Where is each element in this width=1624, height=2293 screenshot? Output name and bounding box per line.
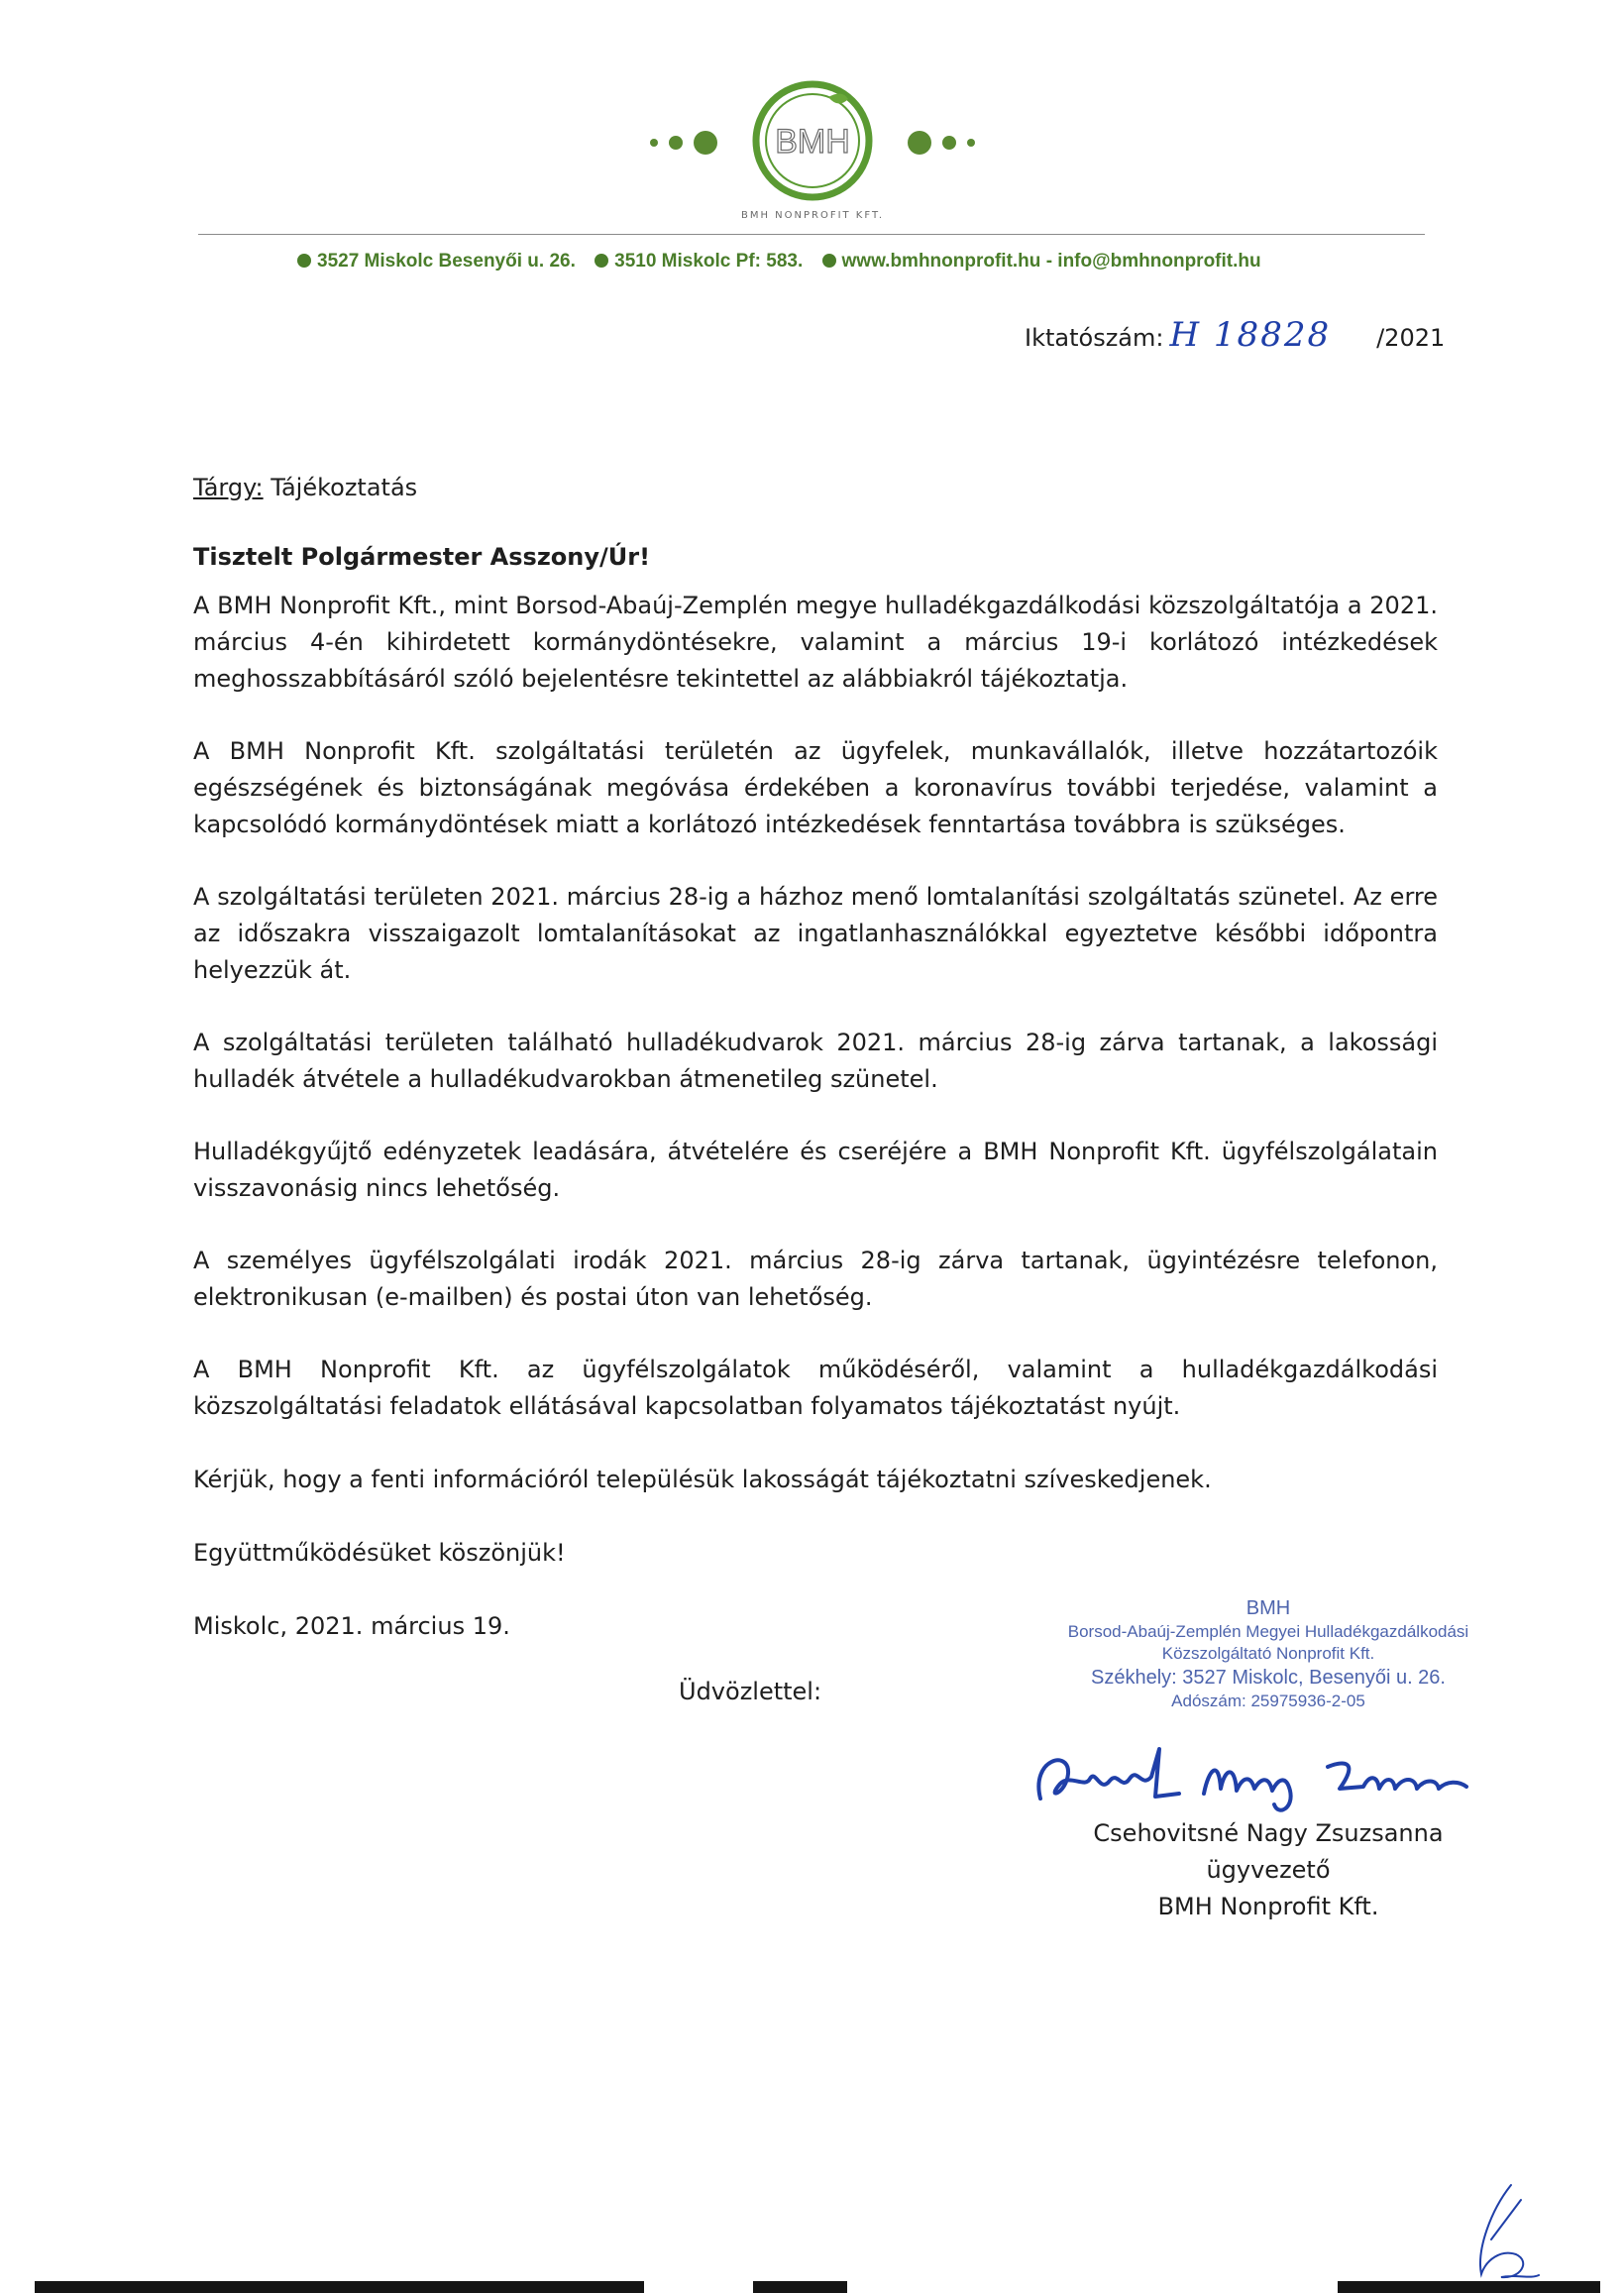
- stamp-line: Közszolgáltató Nonprofit Kft.: [1161, 1644, 1375, 1663]
- scan-edge-artifact: [35, 2281, 644, 2293]
- subject-line: [193, 470, 1438, 506]
- contact-email: info@bmhnonprofit.hu: [1057, 251, 1261, 272]
- paragraph: A BMH Nonprofit Kft., mint Borsod-Abaúj-Zemplén megye hulladékgazdálkodási közszolgáltatója a 2021. március 4-én kihirdetett kormánydöntésekre, valamint a március 19-i korlátozó intézkedések meghosszabbításáról szóló bejelentésre tekintettel az alábbiakról tájékoztatja.: [193, 592, 1438, 693]
- reference-label: Iktatószám:: [1025, 324, 1164, 352]
- signer-block: [991, 1815, 1546, 1925]
- po-box-bullet-icon: [595, 254, 608, 268]
- closing-salutation: Üdvözlettel:: [679, 1678, 822, 1705]
- company-stamp: [1021, 1595, 1516, 1712]
- signer-company: BMH Nonprofit Kft.: [1157, 1893, 1379, 1920]
- scan-edge-artifact: [1338, 2281, 1600, 2293]
- greeting: Tisztelt Polgármester Asszony/Úr!: [193, 543, 651, 571]
- contact-line: [297, 251, 1348, 273]
- reference-number: [1025, 315, 1445, 355]
- date-line: Miskolc, 2021. március 19.: [193, 1612, 510, 1640]
- paragraph: A szolgáltatási területen 2021. március 28-ig a házhoz menő lomtalanítási szolgáltatás szünetel. Az erre az időszakra visszaigazolt lomtalanításokat az ingatlanhasználókkal egyeztetve későbbi időpontra helyezzük át.: [193, 883, 1438, 984]
- stamp-line: Adószám: 25975936-2-05: [1171, 1692, 1365, 1710]
- subject-value: Tájékoztatás: [271, 474, 418, 501]
- paragraph: A szolgáltatási területen található hulladékudvarok 2021. március 28-ig zárva tartanak, a lakossági hulladék átvétele a hulladékudvarokban átmenetileg szünetel.: [193, 1029, 1438, 1093]
- reference-handwritten-number: H 18828: [1169, 315, 1332, 355]
- reference-year: /2021: [1376, 324, 1446, 352]
- handwritten-signature: [1030, 1739, 1486, 1818]
- website-bullet-icon: [822, 254, 836, 268]
- header-divider: [198, 234, 1425, 235]
- contact-website: www.bmhnonprofit.hu: [841, 251, 1041, 272]
- subject-label: Tárgy:: [193, 474, 264, 501]
- contact-address: 3527 Miskolc Besenyői u. 26.: [317, 251, 576, 272]
- handwritten-initials: [1462, 2180, 1541, 2289]
- svg-text:BMH: BMH: [775, 123, 850, 161]
- stamp-line: Borsod-Abaúj-Zemplén Megyei Hulladékgazdálkodási: [1067, 1622, 1469, 1641]
- contact-separator: -: [1045, 251, 1053, 272]
- paragraph: A BMH Nonprofit Kft. az ügyfélszolgálatok működéséről, valamint a hulladékgazdálkodási közszolgáltatási feladatok ellátásával kapcsolatban folyamatos tájékoztatást nyújt.: [193, 1356, 1438, 1420]
- scan-edge-artifact: [753, 2281, 847, 2293]
- logo-subtitle: BMH NONPROFIT KFT.: [740, 210, 885, 221]
- paragraph: Együttműködésüket köszönjük!: [193, 1539, 566, 1567]
- signer-name: Csehovitsné Nagy Zsuzsanna: [1093, 1819, 1444, 1847]
- signer-title: ügyvezető: [1206, 1856, 1331, 1884]
- address-bullet-icon: [297, 254, 311, 268]
- paragraph: A BMH Nonprofit Kft. szolgáltatási területén az ügyfelek, munkavállalók, illetve hozzátartozóik egészségének és biztonságának megóvása érdekében a koronavírus további terjedése, valamint a kapcsolódó kormánydöntések miatt a korlátozó intézkedések fenntartása továbbra is szükséges.: [193, 737, 1438, 838]
- stamp-line: BMH: [1245, 1597, 1291, 1619]
- paragraph: Kérjük, hogy a fenti információról településük lakosságát tájékoztatni szíveskedjenek.: [193, 1466, 1212, 1493]
- paragraph: A személyes ügyfélszolgálati irodák 2021. március 28-ig zárva tartanak, ügyintézésre telefonon, elektronikusan (e-mailben) és postai úton van lehetőség.: [193, 1247, 1438, 1311]
- stamp-line: Székhely: 3527 Miskolc, Besenyői u. 26.: [1091, 1667, 1446, 1689]
- paragraph: Hulladékgyűjtő edényzetek leadására, átvételére és cseréjére a BMH Nonprofit Kft. ügyfélszolgálatain visszavonásig nincs lehetőség.: [193, 1138, 1438, 1202]
- contact-po-box: 3510 Miskolc Pf: 583.: [614, 251, 804, 272]
- bmh-logo: [644, 77, 981, 226]
